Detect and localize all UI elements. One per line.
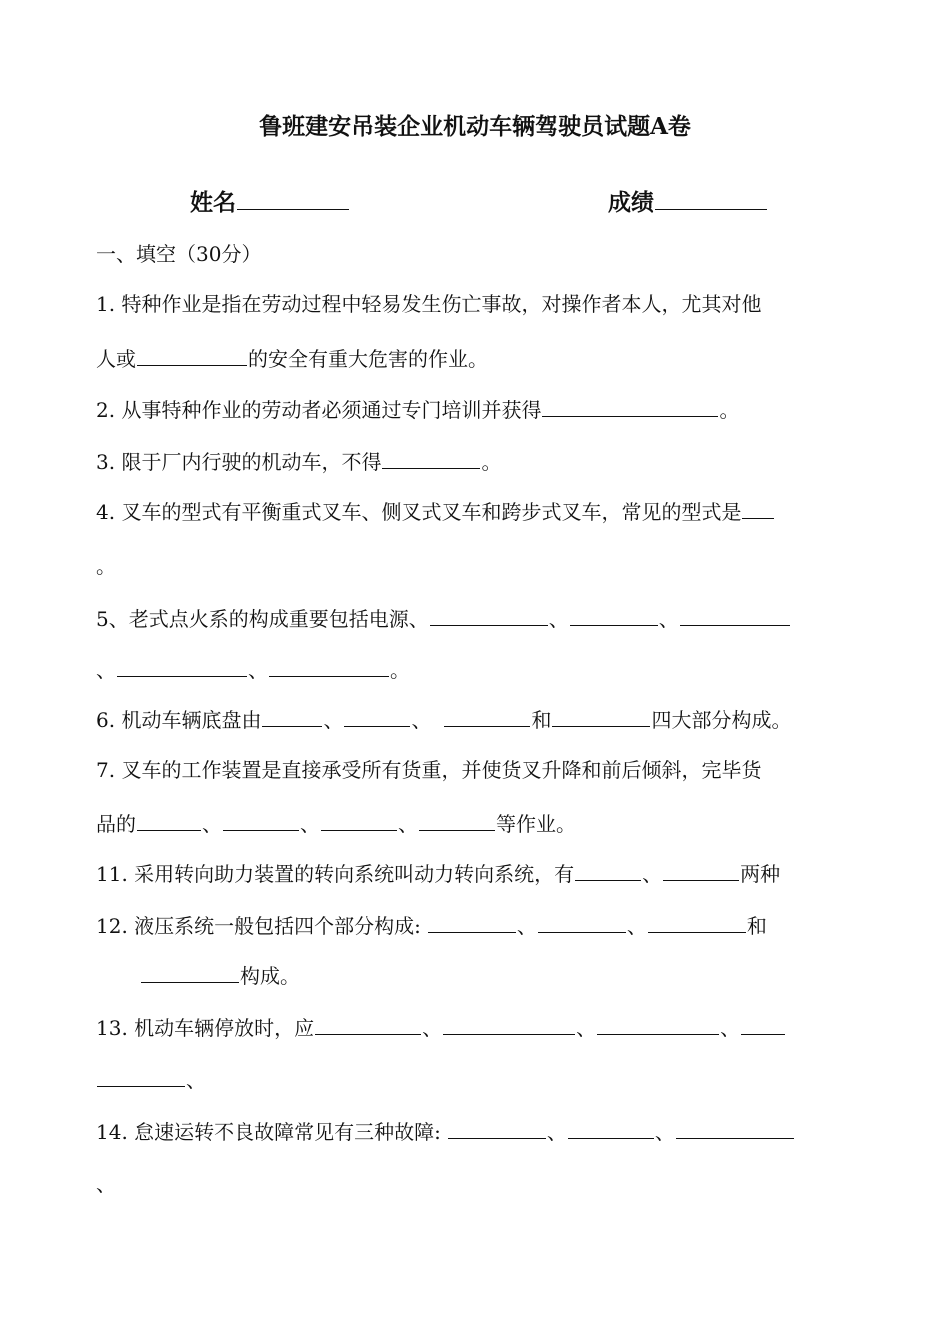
q6-sep: 、 xyxy=(323,708,344,732)
q5-blank-5[interactable] xyxy=(269,656,389,677)
q1-blank[interactable] xyxy=(137,345,247,366)
q6-text: 6. 机动车辆底盘由 xyxy=(96,708,262,732)
q3-blank[interactable] xyxy=(382,448,480,469)
q6-sep: 、 xyxy=(411,708,432,732)
q13-text: 13. 机动车辆停放时，应 xyxy=(96,1016,315,1040)
q5-end: 。 xyxy=(390,658,410,682)
q12-and: 和 xyxy=(746,914,767,938)
q7-sep: 、 xyxy=(202,812,222,836)
q11-text: 11. 采用转向助力装置的转向系统叫动力转向系统，有 xyxy=(96,862,575,886)
q7-sep: 、 xyxy=(300,812,320,836)
q5-blank-4[interactable] xyxy=(117,656,247,677)
q13-blank-4-cont[interactable] xyxy=(97,1066,185,1087)
question-1-line-1: 1. 特种作业是指在劳动过程中轻易发生伤亡事故，对操作者本人，尤其对他 xyxy=(96,292,762,316)
q12-blank-1[interactable] xyxy=(428,912,516,933)
q2-blank[interactable] xyxy=(542,396,718,417)
question-12-line-2 xyxy=(140,962,300,990)
q5-blank-2[interactable] xyxy=(570,605,658,626)
question-11 xyxy=(96,860,780,888)
q6-blank-3[interactable] xyxy=(444,706,530,727)
q12-sep: 、 xyxy=(626,914,647,938)
score-field xyxy=(608,188,768,218)
q14-sep: 、 xyxy=(654,1120,675,1144)
question-1-line-2 xyxy=(96,345,488,373)
q6-end: 四大部分构成。 xyxy=(651,708,792,732)
q3-text: 3. 限于厂内行驶的机动车，不得 xyxy=(96,450,382,474)
question-3 xyxy=(96,448,501,476)
q5-sep: 、 xyxy=(658,607,679,631)
q6-blank-2[interactable] xyxy=(344,706,410,727)
section-heading: 一、填空（30分） xyxy=(96,242,262,266)
q13-blank-4[interactable] xyxy=(741,1014,785,1035)
question-4-line-2: 。 xyxy=(96,554,116,578)
q4-blank[interactable] xyxy=(742,498,774,519)
q14-blank-2[interactable] xyxy=(568,1118,654,1139)
question-7-line-2 xyxy=(96,810,576,838)
q13-blank-3[interactable] xyxy=(597,1014,719,1035)
name-label: 姓名 xyxy=(190,189,236,216)
q7-end: 等作业。 xyxy=(496,812,576,836)
q14-blank-1[interactable] xyxy=(448,1118,546,1139)
q7-blank-2[interactable] xyxy=(223,810,299,831)
question-12-line-1 xyxy=(96,912,767,940)
q13-sep: 、 xyxy=(576,1016,597,1040)
q5-sep: 、 xyxy=(548,607,569,631)
question-13-line-1 xyxy=(96,1014,786,1042)
page-title: 鲁班建安吊装企业机动车辆驾驶员试题A卷 xyxy=(259,113,691,140)
q12-end: 构成。 xyxy=(240,964,300,988)
question-5-line-1 xyxy=(96,605,791,633)
q14-sep: 、 xyxy=(96,1172,116,1196)
q5-blank-3[interactable] xyxy=(680,605,790,626)
question-14-line-2 xyxy=(96,1170,116,1198)
q7-blank-1[interactable] xyxy=(137,810,201,831)
question-6 xyxy=(96,706,791,734)
q13-blank-1[interactable] xyxy=(315,1014,421,1035)
q1-text-c: 的安全有重大危害的作业。 xyxy=(248,347,488,371)
q12-blank-3[interactable] xyxy=(648,912,746,933)
question-13-line-2 xyxy=(96,1066,206,1094)
q4-text: 4. 叉车的型式有平衡重式叉车、侧叉式叉车和跨步式叉车，常见的型式是 xyxy=(96,500,742,524)
q5-sep: 、 xyxy=(96,658,116,682)
q12-sep: 、 xyxy=(516,914,537,938)
score-blank[interactable] xyxy=(655,189,767,210)
q5-text: 5、老式点火系的构成重要包括电源、 xyxy=(96,607,429,631)
q5-sep: 、 xyxy=(248,658,268,682)
q11-sep: 、 xyxy=(642,862,663,886)
q2-text: 2. 从事特种作业的劳动者必须通过专门培训并获得 xyxy=(96,398,542,422)
q7-text-b: 品的 xyxy=(96,812,136,836)
q5-blank-1[interactable] xyxy=(430,605,548,626)
q11-end: 两种 xyxy=(740,862,781,886)
q6-blank-1[interactable] xyxy=(262,706,322,727)
question-14-line-1 xyxy=(96,1118,795,1146)
q14-sep: 、 xyxy=(546,1120,567,1144)
q7-sep: 、 xyxy=(398,812,418,836)
q12-text: 12. 液压系统一般包括四个部分构成: xyxy=(96,914,421,938)
name-blank[interactable] xyxy=(237,189,349,210)
q14-text: 14. 怠速运转不良故障常见有三种故障: xyxy=(96,1120,441,1144)
q2-end: 。 xyxy=(719,398,740,422)
q12-blank-2[interactable] xyxy=(538,912,626,933)
q13-sep: 、 xyxy=(422,1016,443,1040)
q14-blank-3[interactable] xyxy=(676,1118,794,1139)
q11-blank-1[interactable] xyxy=(575,860,641,881)
question-5-line-2 xyxy=(96,656,410,684)
q13-blank-2[interactable] xyxy=(443,1014,575,1035)
q6-blank-4[interactable] xyxy=(552,706,650,727)
q3-end: 。 xyxy=(481,450,502,474)
q7-blank-3[interactable] xyxy=(321,810,397,831)
q1-text-b: 人或 xyxy=(96,347,136,371)
question-2 xyxy=(96,396,739,424)
q12-blank-4[interactable] xyxy=(141,962,239,983)
q6-and: 和 xyxy=(531,708,552,732)
q7-blank-4[interactable] xyxy=(419,810,495,831)
name-field xyxy=(190,188,350,218)
question-4-line-1 xyxy=(96,498,775,526)
q13-sep: 、 xyxy=(186,1068,206,1092)
score-label: 成绩 xyxy=(608,189,654,216)
q13-sep: 、 xyxy=(720,1016,741,1040)
q11-blank-2[interactable] xyxy=(663,860,739,881)
question-7-line-1: 7. 叉车的工作装置是直接承受所有货重，并使货叉升降和前后倾斜，完毕货 xyxy=(96,758,762,782)
